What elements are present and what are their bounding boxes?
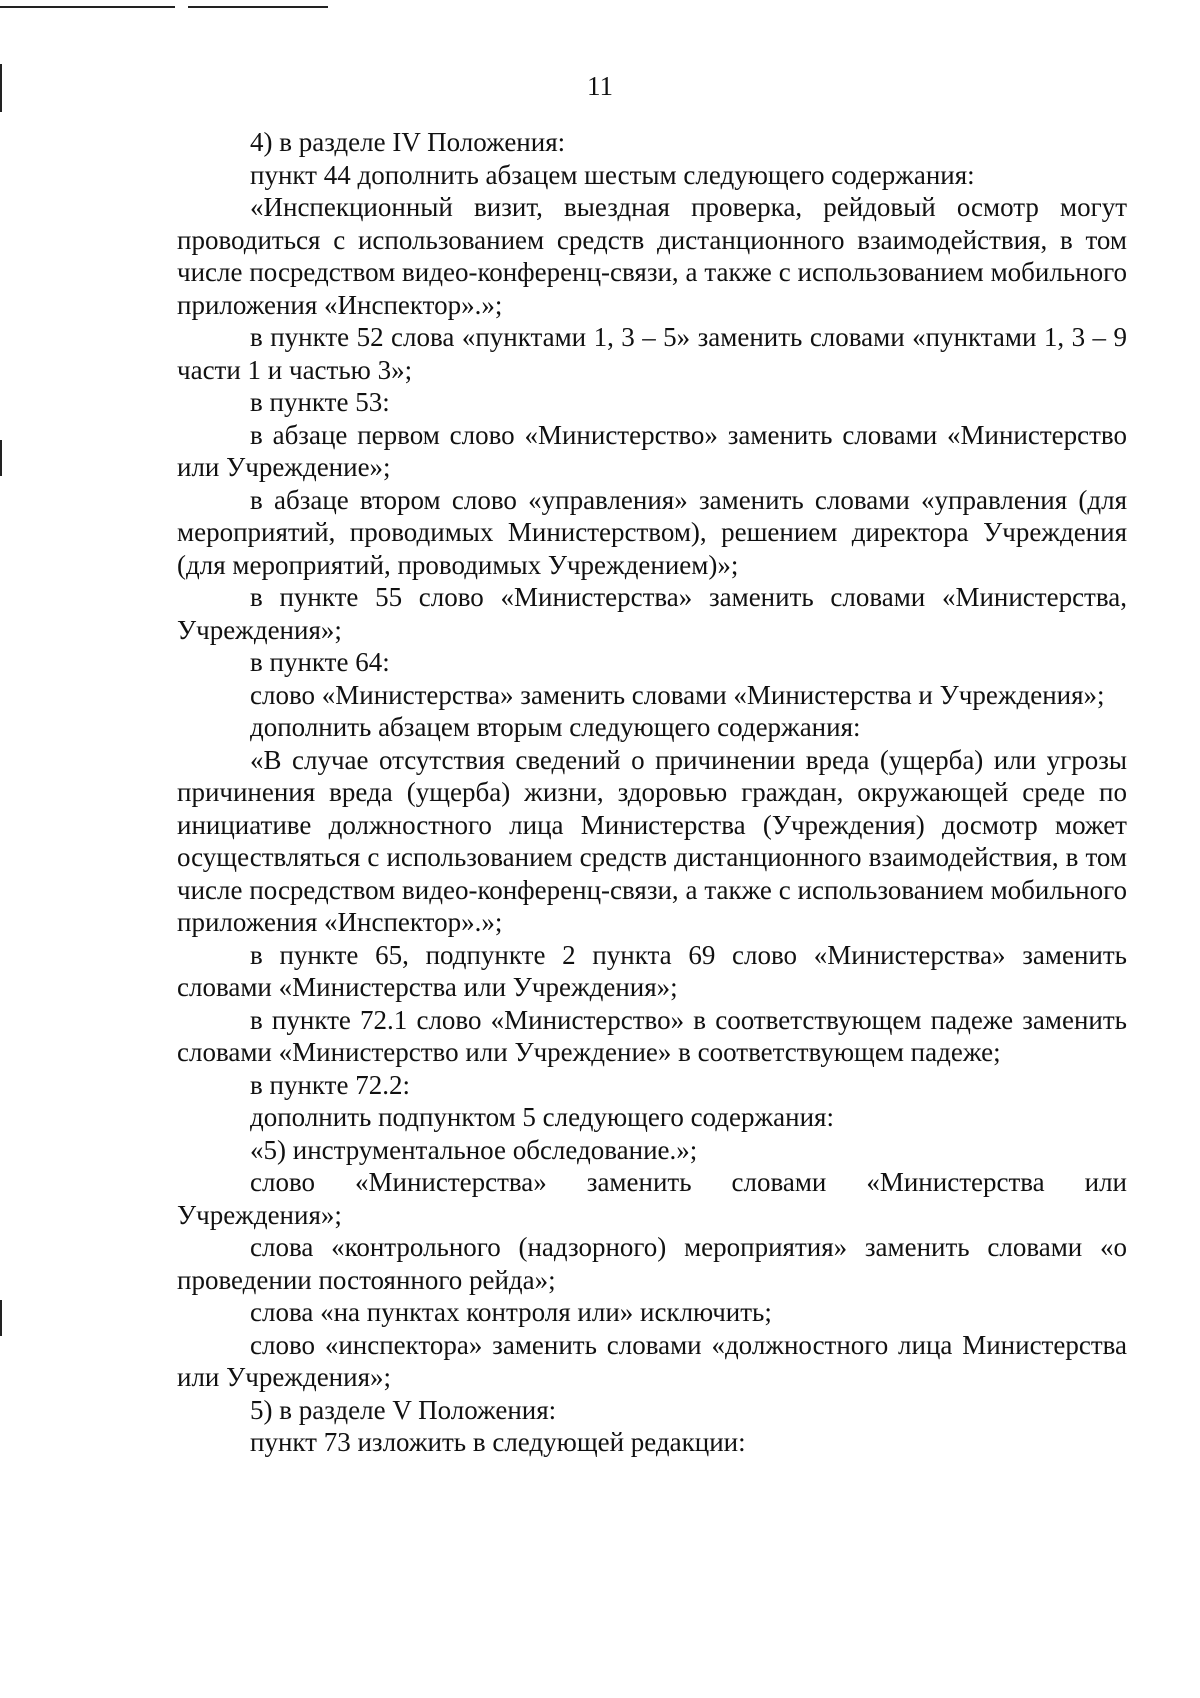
paragraph-quote-inspection-2: «В случае отсутствия сведений о причинении вреда (ущерба) или угрозы причинения вреда (ущерба) жизни, здоровью граждан, окружающей среде по инициативе должностного лица Министерства (Учреждения) досмотр может осуществляться с использованием средств дистанционного взаимодействия, в том числе посредством видео-конференц-связи, а также с использованием мобильного приложения «Инспектор».»; [177,744,1127,937]
paragraph-section-v: 5) в разделе V Положения: [250,1394,557,1425]
paragraph-item-64: в пункте 64: [250,647,390,677]
paragraph-item-72-2-inspector: слово «инспектора» заменить словами «должностного лица Министерства или Учреждения»; [177,1329,1127,1392]
paragraph-item-72-2-word: слово «Министерства» заменить словами «Министерства или Учреждения»; [177,1167,1127,1230]
paragraph-item-72-2-exclude: слова «на пунктах контроля или» исключить; [250,1297,772,1327]
paragraph-item-53-first: в абзаце первом слово «Министерство» заменить словами «Министерство или Учреждение»; [177,419,1127,482]
paragraph-item-65: в пункте 65, подпункте 2 пункта 69 слово «Министерства» заменить словами «Министерства или Учреждения»; [177,939,1127,1002]
scan-edge-mark-left-3 [0,1300,2,1336]
scan-edge-mark-top-2 [188,6,328,8]
paragraph-item-53-second: в абзаце втором слово «управления» заменить словами «управления (для мероприятий, проводимых Министерством), решением директора Учреждения (для мероприятий, проводимых Учреждением)»; [177,484,1127,580]
paragraph-item-55: в пункте 55 слово «Министерства» заменить словами «Министерства, Учреждения»; [177,582,1127,645]
paragraph-item-72-2-words: слова «контрольного (надзорного) мероприятия» заменить словами «о проведении постоянного рейда»; [177,1232,1127,1295]
paragraph-item-53: в пункте 53: [250,387,390,417]
scan-edge-mark-left-2 [0,440,2,476]
paragraph-section-iv: 4) в разделе IV Положения: [250,127,566,157]
document-body [177,126,1127,1459]
paragraph-item-64-add: дополнить абзацем вторым следующего содержания: [250,712,861,742]
paragraph-item-72-2: в пункте 72.2: [250,1069,410,1100]
paragraph-item-44: пункт 44 дополнить абзацем шестым следующего содержания: [250,159,975,190]
paragraph-item-72-2-add: дополнить подпунктом 5 следующего содержания: [250,1102,834,1132]
paragraph-item-72-1: в пункте 72.1 слово «Министерство» в соответствующем падеже заменить словами «Министерство или Учреждение» в соответствующем падеже; [177,1004,1127,1067]
paragraph-item-64-word: слово «Министерства» заменить словами «Министерства и Учреждения»; [250,679,1105,710]
paragraph-item-73: пункт 73 изложить в следующей редакции: [250,1427,746,1457]
paragraph-quote-inspection: «Инспекционный визит, выездная проверка, рейдовый осмотр могут проводиться с использованием средств дистанционного взаимодействия, в том числе посредством видео-конференц-связи, а также с использованием мобильного приложения «Инспектор».»; [177,192,1127,320]
paragraph-item-72-2-quote: «5) инструментальное обследование.»; [250,1134,698,1165]
paragraph-item-52: в пункте 52 слова «пунктами 1, 3 – 5» заменить словами «пунктами 1, 3 – 9 части 1 и частью 3»; [177,322,1127,385]
scan-edge-mark-top-1 [0,6,175,8]
page-number: 11 [587,71,613,101]
